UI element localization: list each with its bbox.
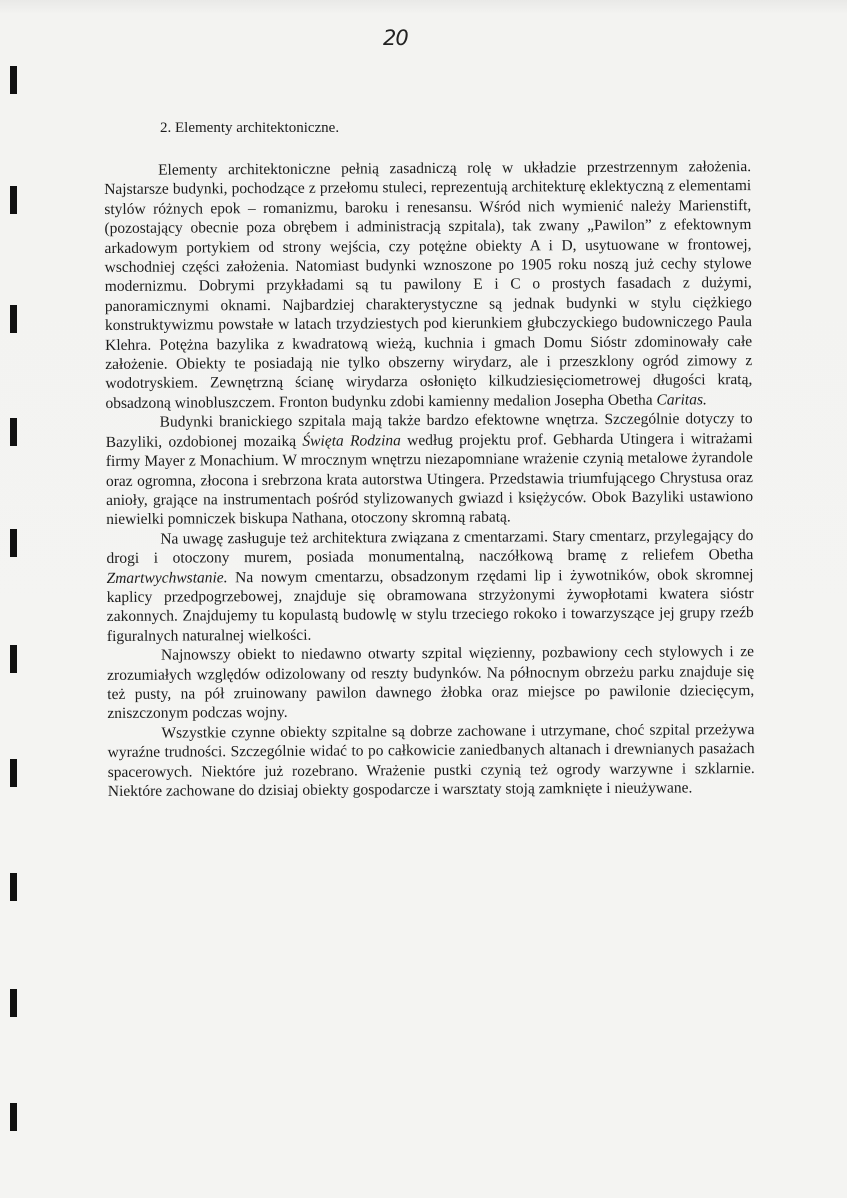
binder-mark: [10, 305, 17, 333]
binder-mark: [10, 989, 17, 1017]
paragraph: Wszystkie czynne obiekty szpitalne są dobrze zachowane i utrzymane, choć szpital przeżywa wyraźne trudności. Szczególnie widać to po całkowicie zaniedbanych altanach i drewnianych pasażach spacerowych. Niektóre już rozebrano. Wrażenie pustki czynią też ogrody warzywne i szklarnie. Niektóre zachowane do dzisiaj obiekty gospodarcze i warsztaty stoją zamknięte i nieużywane.: [107, 720, 755, 800]
paragraph: Na uwagę zasługuje też architektura związana z cmentarzami. Stary cmentarz, przylegający do drogi i otoczony murem, posiada monumentalną, naczółkową bramę z reliefem Obetha Zmartwychwstanie. Na nowym cmentarzu, obsadzonym rzędami lip i żywotników, obok skromnej kaplicy przedpogrzebowej, znajduje się obramowana strzyżonymi żywopłotami kwatera sióstr zakonnych. Znajdujemy tu kopulastą budowlę w stylu trzeciego rokoko i towarzyszące jej grupy rzeźb figuralnych naturalnej wielkości.: [106, 526, 754, 645]
binder-mark: [10, 873, 17, 901]
binder-mark: [10, 1103, 17, 1131]
body-text: [104, 157, 755, 801]
binder-mark: [10, 529, 17, 557]
binder-mark: [10, 186, 17, 214]
paragraph: Najnowszy obiekt to niedawno otwarty szpital więzienny, pozbawiony cech stylowych i ze zrozumiałych względów odizolowany od reszty budynków. Na północnym obrzeżu parku znajduje się też pusty, na pół zruinowany pawilon dawnego żłobka oraz miejsce po pawilonie dziecięcym, zniszczonym podczas wojny.: [107, 643, 755, 723]
paragraph: Budynki branickiego szpitala mają także bardzo efektowne wnętrza. Szczególnie dotyczy to Bazyliki, ozdobionej mozaiką Święta Rodzina według projektu prof. Gebharda Utingera i witrażami firmy Mayer z Monachium. W mrocznym wnętrzu niezapomniane wrażenie czynią metalowe żyrandole oraz ogromna, złocona i srebrzona krata autorstwa Utingera. Przedstawia triumfującego Chrystusa oraz anioły, grające na instrumentach pośród stylizowanych gwiazd i księżyców. Obok Bazyliki ustawiono niewielki pomniczek biskupa Nathana, otoczony skromną rabatą.: [105, 410, 754, 529]
binder-mark: [10, 418, 17, 446]
paragraph: Elementy architektoniczne pełnią zasadniczą rolę w układzie przestrzennym założenia. Najstarsze budynki, pochodzące z przełomu stuleci, reprezentują architekturę eklektyczną z elementami stylów różnych epok – romanizmu, baroku i renesansu. Wśród nich wymienić należy Marienstift, (pozostający obecnie poza obrębem i administracją szpitala), tak zwany „Pawilon” z efektownym arkadowym portykiem od strony wejścia, czy potężne obiekty A i D, usytuowane w frontowej, wschodniej części założenia. Natomiast budynki wznoszone po 1905 roku noszą już cechy stylowe modernizmu. Dobrymi przykładami są tu pawilony E i C o prostych fasadach z dużymi, panoramicznymi oknami. Najbardziej charakterystyczne są jednak budynki w stylu ciężkiego konstruktywizmu powstałe w latach trzydziestych pod kierunkiem głubczyckiego budowniczego Paula Klehra. Potężna bazylika z kwadratową wieżą, kuchnia i gmach Domu Sióstr zdominowały całe założenie. Obiekty te posiadają nie tylko obszerny wirydarz, ale i przeszklony ogród zimowy z wodotryskiem. Zewnętrzną ścianę wirydarza osłonięto kilkudziesięciometrowej długości kratą, obsadzoną winobluszczem. Fronton budynku zdobi kamienny medalion Josepha Obetha Caritas.: [104, 158, 753, 412]
binder-mark: [10, 759, 17, 787]
binder-mark: [10, 66, 17, 94]
page-number: 20: [383, 26, 408, 50]
section-heading: 2. Elementy architektoniczne.: [160, 120, 340, 136]
binder-mark: [10, 645, 17, 673]
